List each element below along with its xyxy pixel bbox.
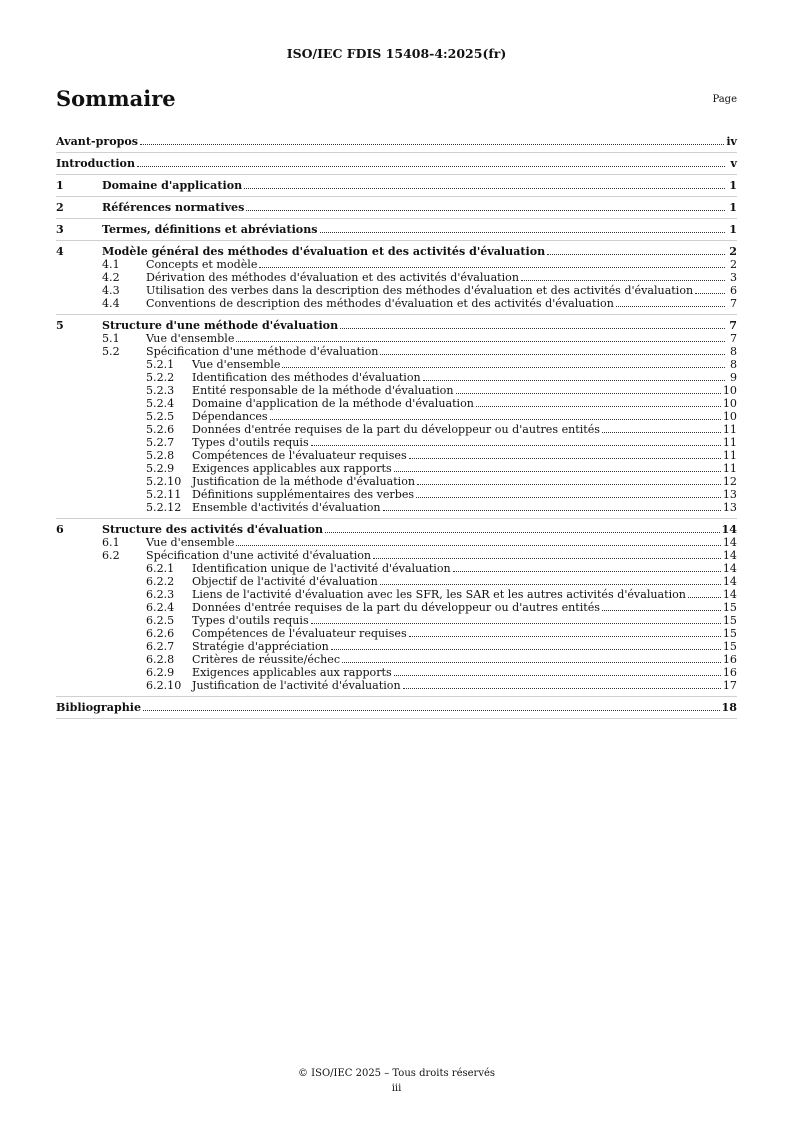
toc-entry-number: 4.3 [102, 284, 120, 297]
toc-entry-title: Spécification d'une activité d'évaluation [146, 549, 372, 562]
toc-entry-page: v [730, 157, 737, 170]
toc-dot-leader [320, 231, 725, 233]
toc-dot-leader [394, 674, 721, 676]
toc-entry-page: 7 [729, 332, 737, 345]
toc-dot-leader [140, 143, 724, 145]
toc-entry-title: Exigences applicables aux rapports [192, 462, 392, 475]
toc-entry-number: 5.2.8 [146, 449, 175, 462]
toc-title: Sommaire [56, 86, 176, 111]
toc-entry[interactable] [56, 501, 737, 514]
toc-entry-page: 2 [729, 258, 737, 271]
toc-entry[interactable] [56, 319, 737, 332]
toc-section-group [56, 315, 737, 519]
toc-dot-leader [602, 431, 721, 433]
toc-section-group [56, 175, 737, 197]
toc-entry-number: 6.1 [102, 536, 120, 549]
toc-dot-leader [340, 327, 725, 329]
toc-entry-title: Domaine d'application de la méthode d'évaluation [192, 397, 474, 410]
toc-dot-leader [456, 392, 721, 394]
toc-section-group [56, 697, 737, 719]
toc-entry[interactable] [56, 157, 737, 170]
toc-dot-leader [380, 583, 721, 585]
toc-entry[interactable] [56, 653, 737, 666]
toc-dot-leader [311, 444, 721, 446]
toc-entry-title: Objectif de l'activité d'évaluation [192, 575, 378, 588]
toc-dot-leader [311, 622, 721, 624]
toc-entry[interactable] [56, 297, 737, 310]
toc-section-group [56, 153, 737, 175]
toc-entry-page: 11 [722, 449, 737, 462]
toc-entry-number: 5.1 [102, 332, 120, 345]
toc-entry-page: 16 [722, 666, 737, 679]
page-footer [0, 1066, 793, 1096]
toc-entry-page: 18 [721, 701, 737, 714]
toc-entry[interactable] [56, 410, 737, 423]
toc-entry-title: Compétences de l'évaluateur requises [192, 449, 407, 462]
toc-entry-number: 5.2 [102, 345, 120, 358]
toc-entry[interactable] [56, 701, 737, 714]
toc-entry-title: Concepts et modèle [146, 258, 258, 271]
toc-entry[interactable] [56, 575, 737, 588]
toc-entry[interactable] [56, 666, 737, 679]
toc-entry[interactable] [56, 523, 737, 536]
toc-entry-number: 1 [56, 179, 64, 192]
toc-entry[interactable] [56, 679, 737, 692]
toc-dot-leader [409, 635, 721, 637]
toc-entry-page: 8 [729, 358, 737, 371]
toc-entry[interactable] [56, 423, 737, 436]
toc-entry[interactable] [56, 449, 737, 462]
toc-entry-number: 6.2.2 [146, 575, 175, 588]
toc-entry[interactable] [56, 135, 737, 148]
toc-section-group [56, 197, 737, 219]
toc-entry-page: 15 [722, 614, 737, 627]
toc-entry-title: Ensemble d'activités d'évaluation [192, 501, 381, 514]
document-id-header: ISO/IEC FDIS 15408-4:2025(fr) [286, 46, 507, 61]
toc-entry-title: Vue d'ensemble [146, 332, 235, 345]
toc-dot-leader [331, 648, 721, 650]
toc-entry-page: 1 [729, 201, 737, 214]
toc-dot-leader [521, 279, 725, 281]
toc-entry[interactable] [56, 562, 737, 575]
toc-dot-leader [143, 709, 719, 711]
toc-dot-leader [416, 496, 721, 498]
table-of-contents [56, 131, 737, 719]
toc-dot-leader [380, 353, 725, 355]
toc-entry-page: 13 [722, 488, 737, 501]
toc-entry-page: 15 [722, 640, 737, 653]
toc-entry-page: 10 [722, 397, 737, 410]
copyright-notice: © ISO/IEC 2025 – Tous droits réservés [297, 1068, 496, 1079]
toc-dot-leader [423, 379, 725, 381]
toc-entry-page: 9 [729, 371, 737, 384]
toc-entry-page: 15 [722, 601, 737, 614]
toc-entry-title: Liens de l'activité d'évaluation avec les SFR, les SAR et les autres activités d'évaluation [192, 588, 686, 601]
toc-entry[interactable] [56, 588, 737, 601]
toc-entry-page: 11 [722, 423, 737, 436]
toc-dot-leader [695, 292, 725, 294]
toc-dot-leader [383, 509, 721, 511]
toc-entry-number: 6.2.4 [146, 601, 175, 614]
toc-entry-number: 4.2 [102, 271, 120, 284]
toc-entry-number: 6.2.10 [146, 679, 182, 692]
toc-entry-page: 14 [722, 536, 737, 549]
toc-dot-leader [476, 405, 721, 407]
toc-dot-leader [282, 366, 725, 368]
toc-entry-title: Types d'outils requis [192, 614, 309, 627]
toc-entry-number: 5.2.3 [146, 384, 175, 397]
toc-entry-title: Définitions supplémentaires des verbes [192, 488, 415, 501]
toc-entry-page: 14 [721, 523, 737, 536]
toc-entry-page: 1 [729, 179, 737, 192]
toc-entry-number: 6.2.8 [146, 653, 175, 666]
toc-entry[interactable] [56, 627, 737, 640]
toc-section-group [56, 241, 737, 315]
toc-entry-page: 17 [722, 679, 737, 692]
toc-entry-number: 2 [56, 201, 64, 214]
toc-entry-page: 10 [722, 384, 737, 397]
toc-entry-title: Stratégie d'appréciation [192, 640, 329, 653]
toc-entry[interactable] [56, 179, 737, 192]
toc-entry[interactable] [56, 614, 737, 627]
toc-entry-page: iv [726, 135, 737, 148]
toc-entry[interactable] [56, 601, 737, 614]
toc-entry-page: 12 [722, 475, 737, 488]
toc-entry-number: 5 [56, 319, 64, 332]
toc-section-group [56, 519, 737, 697]
toc-entry[interactable] [56, 475, 737, 488]
toc-entry[interactable] [56, 640, 737, 653]
toc-entry-title: Bibliographie [56, 701, 142, 714]
toc-entry-title: Identification unique de l'activité d'évaluation [192, 562, 451, 575]
toc-dot-leader [373, 557, 721, 559]
toc-entry-page: 11 [722, 462, 737, 475]
toc-entry-number: 5.2.6 [146, 423, 175, 436]
toc-dot-leader [244, 187, 725, 189]
toc-entry[interactable] [56, 258, 737, 271]
toc-entry-number: 5.2.4 [146, 397, 175, 410]
toc-entry-number: 6.2.6 [146, 627, 175, 640]
toc-entry-title: Données d'entrée requises de la part du développeur ou d'autres entités [192, 423, 600, 436]
toc-entry[interactable] [56, 358, 737, 371]
toc-entry-number: 6.2.1 [146, 562, 175, 575]
toc-entry[interactable] [56, 384, 737, 397]
toc-entry-title: Dépendances [192, 410, 268, 423]
toc-entry-title: Justification de la méthode d'évaluation [192, 475, 416, 488]
toc-entry[interactable] [56, 245, 737, 258]
toc-entry-number: 5.2.7 [146, 436, 175, 449]
toc-entry-number: 6 [56, 523, 64, 536]
toc-entry-number: 6.2.3 [146, 588, 175, 601]
toc-entry-title: Données d'entrée requises de la part du développeur ou d'autres entités [192, 601, 600, 614]
toc-entry-page: 14 [722, 562, 737, 575]
toc-dot-leader [259, 266, 725, 268]
toc-dot-leader [342, 661, 721, 663]
toc-entry-page: 8 [729, 345, 737, 358]
toc-entry-number: 6.2 [102, 549, 120, 562]
toc-entry-title: Compétences de l'évaluateur requises [192, 627, 407, 640]
toc-entry[interactable] [56, 223, 737, 236]
toc-section-group [56, 131, 737, 153]
toc-entry[interactable] [56, 549, 737, 562]
toc-entry-number: 4.1 [102, 258, 120, 271]
toc-dot-leader [394, 470, 721, 472]
toc-entry-number: 5.2.10 [146, 475, 182, 488]
toc-entry-number: 5.2.12 [146, 501, 182, 514]
toc-entry-number: 4 [56, 245, 64, 258]
toc-entry-title: Conventions de description des méthodes d'évaluation et des activités d'évaluation [146, 297, 614, 310]
toc-entry-number: 6.2.5 [146, 614, 175, 627]
toc-entry[interactable] [56, 201, 737, 214]
toc-dot-leader [236, 544, 720, 546]
toc-entry-number: 6.2.7 [146, 640, 175, 653]
toc-entry-title: Identification des méthodes d'évaluation [192, 371, 421, 384]
toc-entry-page: 7 [729, 297, 737, 310]
toc-entry[interactable] [56, 488, 737, 501]
toc-entry-number: 5.2.2 [146, 371, 175, 384]
toc-entry-number: 5.2.5 [146, 410, 175, 423]
toc-entry-number: 3 [56, 223, 64, 236]
toc-entry-number: 6.2.9 [146, 666, 175, 679]
toc-entry-page: 13 [722, 501, 737, 514]
toc-entry-page: 11 [722, 436, 737, 449]
toc-entry-page: 6 [729, 284, 737, 297]
toc-entry-title: Spécification d'une méthode d'évaluation [146, 345, 379, 358]
toc-entry-page: 2 [729, 245, 737, 258]
toc-entry-title: Dérivation des méthodes d'évaluation et des activités d'évaluation [146, 271, 520, 284]
toc-entry-page: 3 [729, 271, 737, 284]
toc-entry-title: Structure d'une méthode d'évaluation [102, 319, 339, 332]
toc-entry-title: Termes, définitions et abréviations [102, 223, 318, 236]
toc-entry-page: 15 [722, 627, 737, 640]
toc-entry-title: Introduction [56, 157, 136, 170]
toc-entry-number: 4.4 [102, 297, 120, 310]
toc-entry[interactable] [56, 436, 737, 449]
toc-entry[interactable] [56, 271, 737, 284]
toc-entry[interactable] [56, 284, 737, 297]
toc-entry-page: 14 [722, 588, 737, 601]
toc-dot-leader [325, 531, 720, 533]
toc-entry[interactable] [56, 345, 737, 358]
toc-entry-page: 10 [722, 410, 737, 423]
toc-entry[interactable] [56, 462, 737, 475]
toc-entry[interactable] [56, 332, 737, 345]
toc-entry-title: Justification de l'activité d'évaluation [192, 679, 401, 692]
page-number: iii [391, 1083, 402, 1094]
toc-entry-title: Critères de réussite/échec [192, 653, 341, 666]
toc-dot-leader [602, 609, 721, 611]
toc-entry-page: 14 [722, 549, 737, 562]
toc-title-row [56, 86, 737, 116]
toc-dot-leader [417, 483, 721, 485]
toc-entry-page: 1 [729, 223, 737, 236]
toc-dot-leader [246, 209, 725, 211]
toc-entry-title: Domaine d'application [102, 179, 243, 192]
toc-entry[interactable] [56, 397, 737, 410]
toc-dot-leader [270, 418, 721, 420]
toc-dot-leader [616, 305, 725, 307]
toc-section-group [56, 219, 737, 241]
toc-dot-leader [236, 340, 725, 342]
toc-entry-number: 5.2.9 [146, 462, 175, 475]
toc-dot-leader [403, 687, 721, 689]
toc-dot-leader [137, 165, 725, 167]
toc-entry[interactable] [56, 536, 737, 549]
toc-entry-title: Types d'outils requis [192, 436, 309, 449]
toc-entry-page: 7 [729, 319, 737, 332]
toc-entry-page: 16 [722, 653, 737, 666]
toc-entry-title: Vue d'ensemble [192, 358, 281, 371]
toc-entry-title: Exigences applicables aux rapports [192, 666, 392, 679]
toc-dot-leader [688, 596, 721, 598]
toc-entry-number: 5.2.1 [146, 358, 175, 371]
toc-entry[interactable] [56, 371, 737, 384]
toc-dot-leader [453, 570, 721, 572]
toc-entry-title: Avant-propos [56, 135, 138, 148]
toc-entry-title: Entité responsable de la méthode d'évaluation [192, 384, 454, 397]
toc-entry-title: Modèle général des méthodes d'évaluation et des activités d'évaluation [102, 245, 546, 258]
toc-dot-leader [409, 457, 721, 459]
toc-page-column-label: Page [712, 94, 737, 105]
toc-entry-title: Utilisation des verbes dans la description des méthodes d'évaluation et des activités d'évaluation [146, 284, 694, 297]
toc-entry-title: Vue d'ensemble [146, 536, 235, 549]
toc-entry-title: Références normatives [102, 201, 245, 214]
toc-entry-number: 5.2.11 [146, 488, 182, 501]
toc-entry-title: Structure des activités d'évaluation [102, 523, 324, 536]
toc-dot-leader [547, 253, 725, 255]
toc-entry-page: 14 [722, 575, 737, 588]
